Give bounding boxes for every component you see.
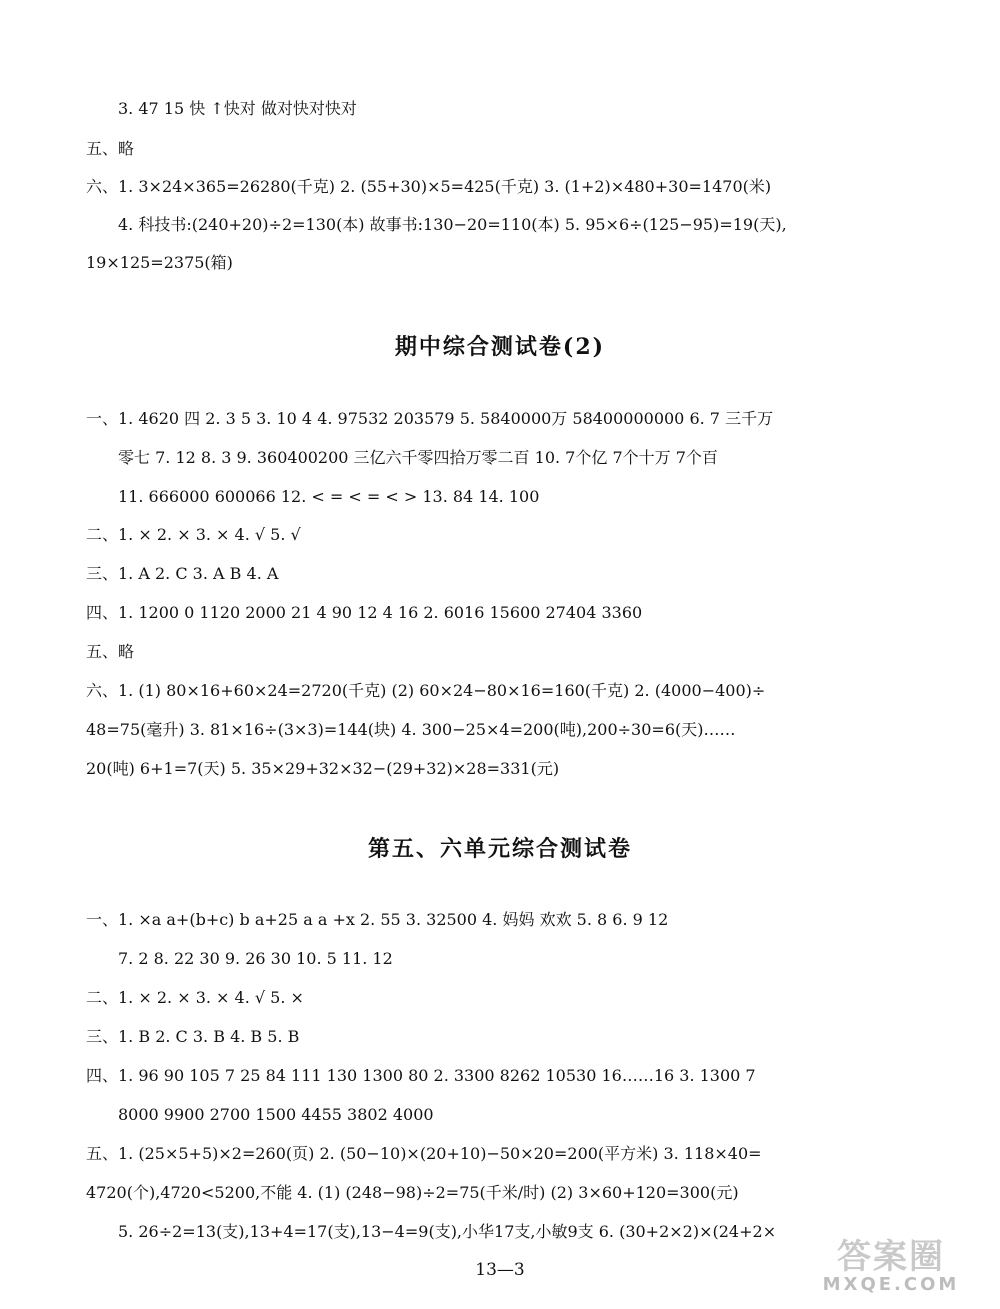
answer-line: 三、1. A 2. C 3. A B 4. A [86, 564, 279, 583]
answer-line: 4720(个),4720<5200,不能 4. (1) (248−98)÷2=75(千米/时) (2) 3×60+120=300(元) [86, 1183, 739, 1202]
answer-line: 二、1. × 2. × 3. × 4. √ 5. √ [86, 525, 301, 544]
answer-line-six-3: 19×125=2375(箱) [86, 253, 233, 272]
answer-line-five: 五、略 [86, 139, 135, 158]
answer-line: 一、1. ×a a+(b+c) b a+25 a a +x 2. 55 3. 32500 4. 妈妈 欢欢 5. 8 6. 9 12 [86, 910, 669, 929]
watermark-top-text: 答案圈 [837, 1237, 945, 1277]
answer-line: 一、1. 4620 四 2. 3 5 3. 10 4 4. 97532 203579 5. 5840000万 58400000000 6. 7 三千万 [86, 409, 774, 428]
answer-line-q3: 3. 47 15 快 ↑快对 做对快对快对 [118, 99, 357, 118]
answer-line: 11. 666000 600066 12. < = < = < > 13. 84 14. 100 [118, 487, 540, 506]
answer-line-six-2: 4. 科技书:(240+20)÷2=130(本) 故事书:130−20=110(本) 5. 95×6÷(125−95)=19(天), [118, 215, 787, 234]
page-number: 13—3 [475, 1260, 525, 1280]
answer-line: 5. 26÷2=13(支),13+4=17(支),13−4=9(支),小华17支,小敏9支 6. (30+2×2)×(24+2× [118, 1222, 777, 1241]
answer-line: 20(吨) 6+1=7(天) 5. 35×29+32×32−(29+32)×28=331(元) [86, 759, 560, 778]
answer-line: 零七 7. 12 8. 3 9. 360400200 三亿六千零四拾万零二百 10. 7个亿 7个十万 7个百 [118, 448, 718, 467]
answer-line: 二、1. × 2. × 3. × 4. √ 5. × [86, 988, 304, 1007]
answer-line: 7. 2 8. 22 30 9. 26 30 10. 5 11. 12 [118, 949, 393, 968]
answer-line: 四、1. 96 90 105 7 25 84 111 130 1300 80 2. 3300 8262 10530 16……16 3. 1300 7 [86, 1066, 756, 1085]
answer-line: 五、略 [86, 642, 135, 661]
section-title-midterm: 期中综合测试卷(2) [394, 334, 606, 360]
answer-line: 四、1. 1200 0 1120 2000 21 4 90 12 4 16 2. 6016 15600 27404 3360 [86, 603, 643, 622]
answer-line-six-1: 六、1. 3×24×365=26280(千克) 2. (55+30)×5=425(千克) 3. (1+2)×480+30=1470(米) [86, 177, 772, 196]
section-title-unit: 第五、六单元综合测试卷 [367, 836, 632, 862]
watermark-logo [796, 1239, 986, 1301]
watermark-bottom-text: MXQE.COM [822, 1274, 960, 1295]
answer-line: 8000 9900 2700 1500 4455 3802 4000 [118, 1105, 434, 1124]
answer-line: 六、1. (1) 80×16+60×24=2720(千克) (2) 60×24−80×16=160(千克) 2. (4000−400)÷ [86, 681, 766, 700]
answer-line: 五、1. (25×5+5)×2=260(页) 2. (50−10)×(20+10)−50×20=200(平方米) 3. 118×40= [86, 1144, 762, 1163]
answer-line: 48=75(毫升) 3. 81×16÷(3×3)=144(块) 4. 300−25×4=200(吨),200÷30=6(天)…… [86, 720, 736, 739]
answer-line: 三、1. B 2. C 3. B 4. B 5. B [86, 1027, 300, 1046]
